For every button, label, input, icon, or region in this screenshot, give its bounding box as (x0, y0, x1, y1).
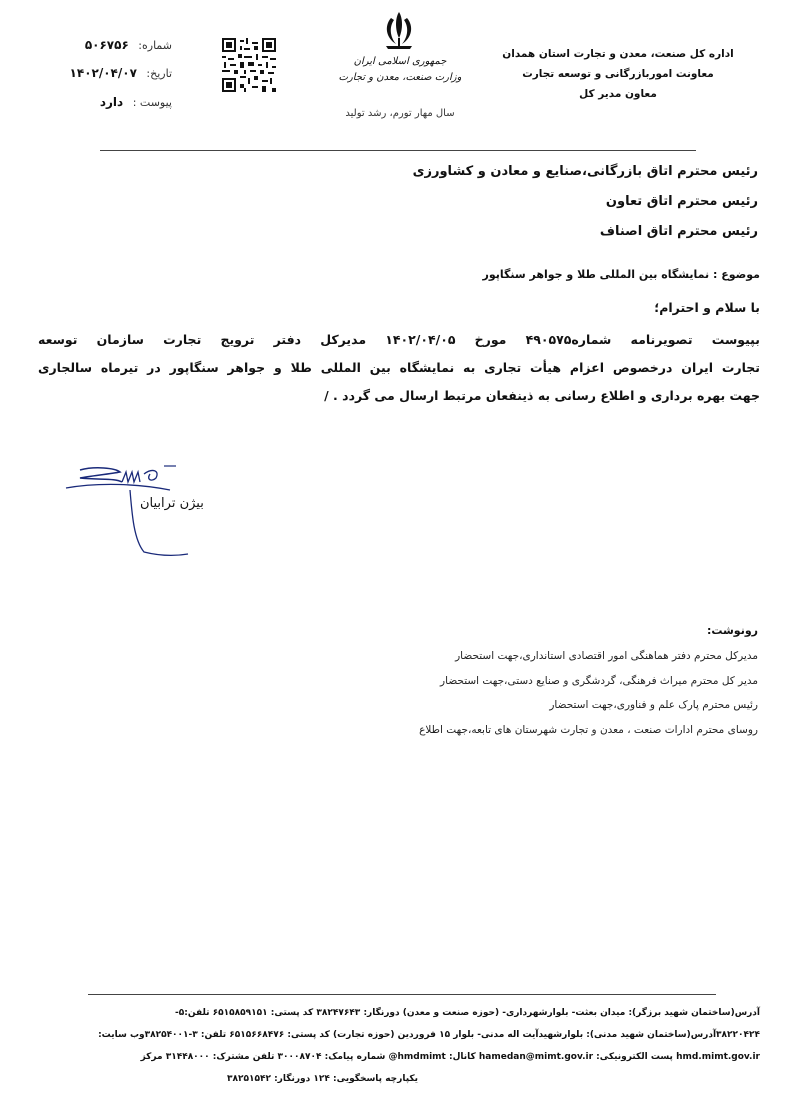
date-value: ۱۴۰۲/۰۴/۰۷ (69, 66, 137, 80)
ministry-line: وزارت صنعت، معدن و تجارت (338, 72, 462, 83)
cc-title: رونوشت: (706, 624, 758, 637)
letter-subject: موضوع : نمایشگاه بین المللی طلا و جواهر سنگاپور (482, 268, 760, 281)
org-header (498, 44, 738, 104)
cc-item: روسای محترم ادارات صنعت ، معدن و تجارت شهرستان های تابعه،جهت اطلاع (419, 724, 758, 736)
qr-code-icon (222, 38, 276, 92)
cc-item: رئیس محترم پارک علم و فناوری،جهت استحضار (549, 699, 758, 711)
letter-body (38, 326, 760, 410)
signer-name: بیژن ترابیان (140, 496, 204, 511)
number-label: شماره: (138, 39, 172, 52)
attachment-value: دارد (99, 95, 124, 109)
cc-item: مدیرکل محترم دفتر هماهنگی امور اقتصادی استانداری،جهت استحضار (455, 650, 758, 662)
cc-item: مدیر کل محترم میراث فرهنگی، گردشگری و صنایع دستی،جهت استحضار (440, 675, 758, 687)
footer-line: hmd.mimt.gov.ir پست الکترونیکی: hamedan@mimt.gov.ir کانال: hmdmimt@ شماره پیامک: ۳۰۰۰۸۷۰۴ تلفن مشترک: ۳۱۴۴۸۰۰۰ مرکز (140, 1052, 760, 1062)
footer-line: یکپارچه پاسخگویی: ۱۲۴ دورنگار: ۳۸۲۵۱۵۴۲ (227, 1074, 418, 1084)
org-line: معاون مدیر کل (579, 88, 657, 100)
body-line: تجارت ایران درخصوص اعزام هیأت تجاری به نمایشگاه بین المللی طلا و جواهر سنگاپور در تیرماه سالجاری (38, 360, 760, 375)
footer-divider (88, 994, 716, 995)
footer-line: آدرس(ساختمان شهید برزگر): میدان بعثت- بلوارشهرداری- (حوزه صنعت و معدن) دورنگار: ۳۸۲۴۷۶۴۳ کد پستی: ۶۵۱۵۸۵۹۱۵۱ تلفن:۵- (175, 1008, 760, 1018)
letter-number (85, 38, 172, 52)
ministry-caption (330, 54, 470, 86)
recipient-line: رئیس محترم اتاق تعاون (605, 194, 758, 209)
date-label: تاریخ: (146, 67, 172, 80)
number-value: ۵۰۶۷۵۶ (84, 38, 129, 52)
org-line: اداره کل صنعت، معدن و تجارت استان همدان (502, 48, 734, 60)
iran-emblem-icon (378, 8, 420, 54)
letter-attachment (100, 95, 172, 109)
attachment-label: پیوست : (132, 96, 172, 109)
recipient-line: رئیس محترم اتاق بازرگانی،صنایع و معادن و کشاورزی (412, 164, 758, 179)
org-line: معاونت اموربازرگانی و توسعه تجارت (522, 68, 714, 80)
body-line: بپیوست تصویرنامه شماره۴۹۰۵۷۵ مورخ ۱۴۰۲/۰۴/۰۵ مدیرکل دفتر ترویج تجارت سازمان توسعه (38, 332, 760, 347)
body-line: جهت بهره برداری و اطلاع رسانی به ذینفعان مرتبط ارسال می گردد . / (324, 388, 760, 403)
year-slogan: سال مهار تورم، رشد تولید (345, 108, 455, 119)
footer-line: ۳۸۲۲۰۴۲۴آدرس(ساختمان شهید مدنی): بلوارشهیدآیت اله مدنی- بلوار ۱۵ فروردین (حوزه تجارت) کد پستی: ۶۵۱۵۶۶۸۴۷۶ تلفن: ۳-۳۸۲۵۴۰۰۱وب سایت: (98, 1030, 760, 1040)
letter-date (70, 66, 172, 80)
header-divider (100, 150, 696, 151)
recipient-line: رئیس محترم اتاق اصناف (599, 224, 758, 239)
ministry-line: جمهوری اسلامی ایران (353, 56, 447, 67)
greeting: با سلام و احترام؛ (654, 300, 760, 315)
